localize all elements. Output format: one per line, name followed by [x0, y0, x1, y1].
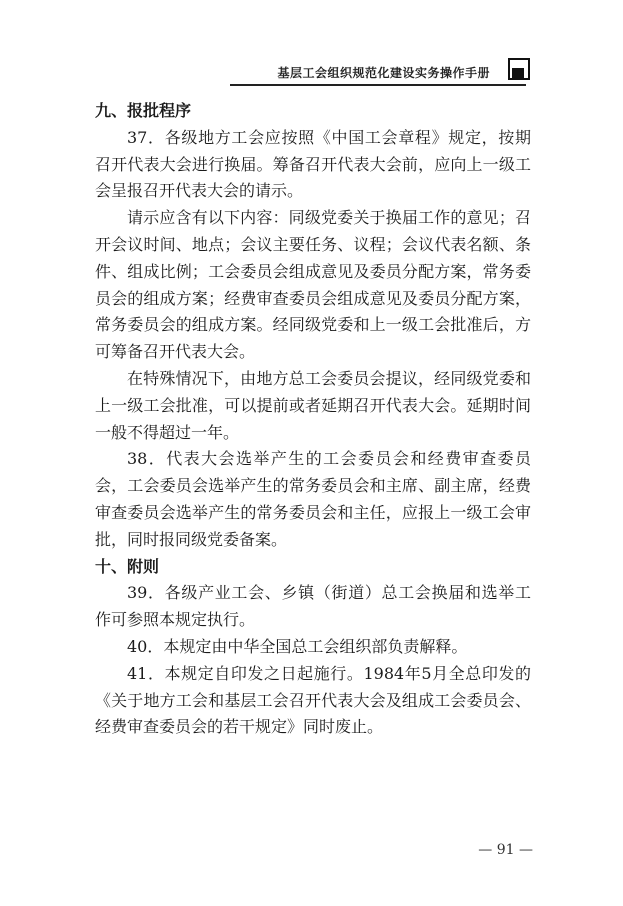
section-heading-supplementary: 十、附则 [95, 556, 160, 576]
section-heading-approval: 九、报批程序 [95, 101, 192, 120]
running-header [230, 64, 530, 86]
header-rule [230, 84, 526, 86]
book-title: 基层工会组织规范化建设实务操作手册 [277, 66, 490, 80]
request-contents-paragraph: 请示应含有以下内容：同级党委关于换届工作的意见；召开会议时间、地点；会议主要任务、议程；会议代表名额、条件、组成比例；工会委员会组成意见及委员分配方案，常务委员会的组成方案；经费审查委员会组成意见及委员分配方案，常务委员会的组成方案。经同级党委和上一级工会批准后，方可筹备召开代表大会。 [95, 208, 531, 362]
article-37: 37．各级地方工会应按照《中国工会章程》规定，按期召开代表大会进行换届。筹备召开代表大会前，应向上一级工会呈报召开代表大会的请示。 [95, 127, 531, 201]
article-40: 40．本规定由中华全国总工会组织部负责解释。 [127, 636, 468, 656]
article-38: 38．代表大会选举产生的工会委员会和经费审查委员会，工会委员会选举产生的常务委员会和主席、副主席，经费审查委员会选举产生的常务委员会和主任，应报上一级工会审批，同时报同级党委备案。 [95, 449, 531, 549]
corner-square-fill-icon [512, 68, 524, 80]
article-39: 39．各级产业工会、乡镇（街道）总工会换届和选举工作可参照本规定执行。 [95, 583, 531, 630]
special-circumstances-paragraph: 在特殊情况下，由地方总工会委员会提议，经同级党委和上一级工会批准，可以提前或者延期召开代表大会。延期时间一般不得超过一年。 [95, 368, 531, 442]
page-body [95, 98, 531, 741]
article-41: 41．本规定自印发之日起施行。1984年5月全总印发的《关于地方工会和基层工会召开代表大会及组成工会委员会、经费审查委员会的若干规定》同时废止。 [95, 663, 531, 737]
page-number: — 91 — [478, 842, 533, 858]
